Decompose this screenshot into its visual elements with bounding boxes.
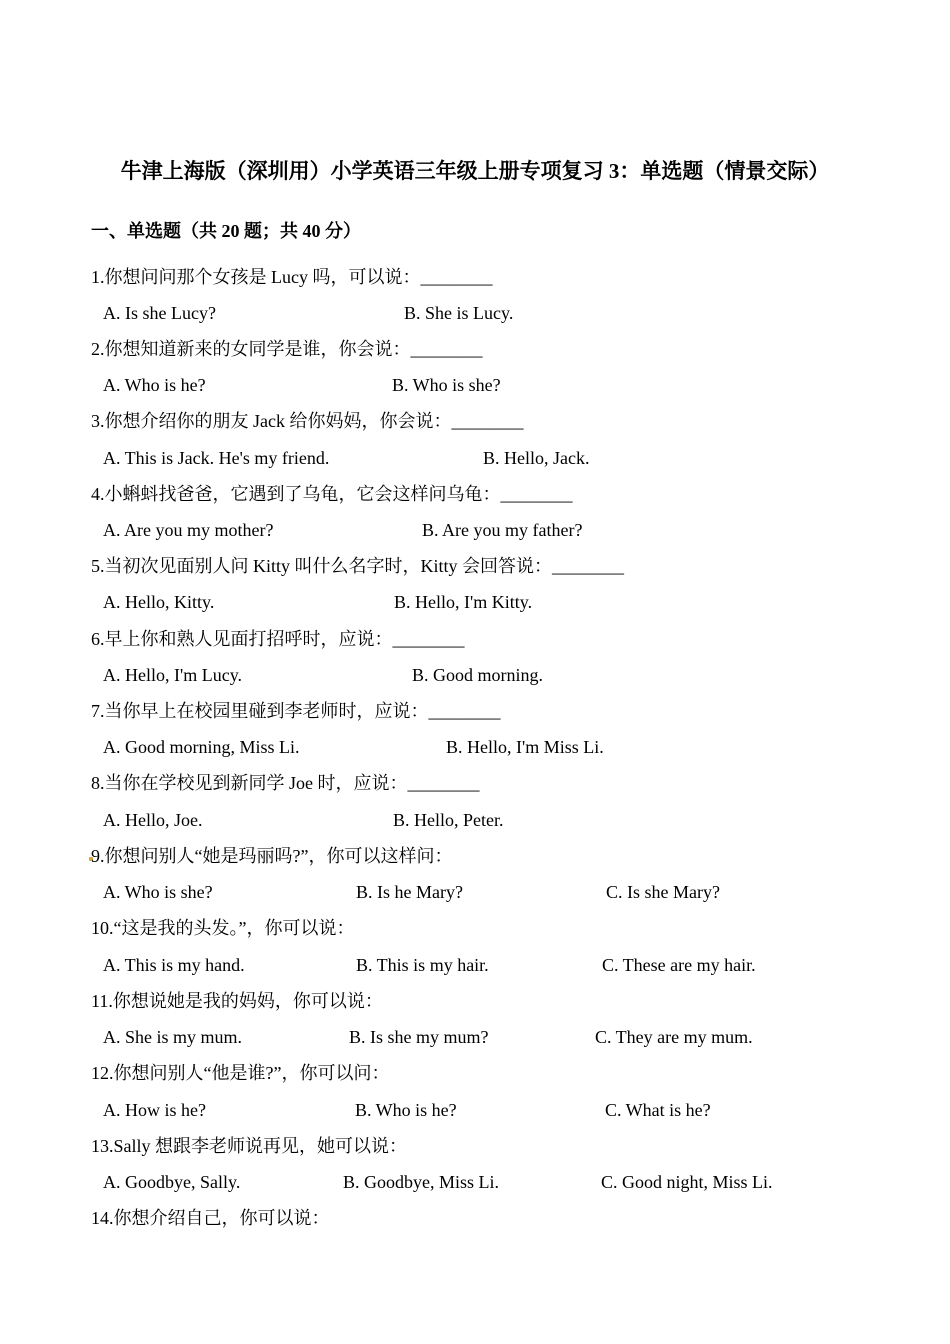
- option-b[interactable]: B. Who is she?: [392, 375, 501, 395]
- option-b[interactable]: B. She is Lucy.: [404, 303, 514, 323]
- option-a[interactable]: A. Hello, Kitty.: [103, 592, 215, 612]
- option-c[interactable]: C. Is she Mary?: [606, 882, 720, 902]
- question-stem: 6.早上你和熟人见面打招呼时，应说：________: [91, 629, 465, 649]
- question-stem: 9.你想问别人“她是玛丽吗?”，你可以这样问：: [91, 846, 453, 866]
- option-a[interactable]: A. Is she Lucy?: [103, 303, 216, 323]
- question-stem: 2.你想知道新来的女同学是谁，你会说：________: [91, 339, 483, 359]
- option-c[interactable]: C. These are my hair.: [602, 955, 756, 975]
- option-b[interactable]: B. Good morning.: [412, 665, 544, 685]
- question-stem: 12.你想问别人“他是谁?”，你可以问：: [91, 1063, 390, 1083]
- question-stem: 1.你想问问那个女孩是 Lucy 吗，可以说：________: [91, 267, 493, 287]
- option-a[interactable]: A. Goodbye, Sally.: [103, 1172, 241, 1192]
- option-c[interactable]: C. Good night, Miss Li.: [601, 1172, 773, 1192]
- option-a[interactable]: A. How is he?: [103, 1100, 206, 1120]
- option-b[interactable]: B. Hello, Peter.: [393, 810, 504, 830]
- option-a[interactable]: A. This is my hand.: [103, 955, 245, 975]
- section-heading: 一、单选题（共 20 题；共 40 分）: [91, 221, 361, 241]
- question-stem: 3.你想介绍你的朋友 Jack 给你妈妈，你会说：________: [91, 411, 524, 431]
- option-b[interactable]: B. Is he Mary?: [356, 882, 463, 902]
- option-b[interactable]: B. Who is he?: [355, 1100, 457, 1120]
- option-b[interactable]: B. This is my hair.: [356, 955, 489, 975]
- option-a[interactable]: A. She is my mum.: [103, 1027, 243, 1047]
- question-stem: 14.你想介绍自己，你可以说：: [91, 1208, 330, 1228]
- option-a[interactable]: A. Who is he?: [103, 375, 206, 395]
- option-a[interactable]: A. Hello, Joe.: [103, 810, 203, 830]
- option-c[interactable]: C. What is he?: [605, 1100, 711, 1120]
- option-b[interactable]: B. Hello, I'm Kitty.: [394, 592, 533, 612]
- option-a[interactable]: A. Hello, I'm Lucy.: [103, 665, 243, 685]
- question-stem: 13.Sally 想跟李老师说再见，她可以说：: [91, 1136, 408, 1156]
- option-b[interactable]: B. Is she my mum?: [349, 1027, 489, 1047]
- document-title: 牛津上海版（深圳用）小学英语三年级上册专项复习 3：单选题（情景交际）: [120, 159, 830, 183]
- question-stem: 7.当你早上在校园里碰到李老师时，应说：________: [91, 701, 501, 721]
- option-b[interactable]: B. Goodbye, Miss Li.: [343, 1172, 500, 1192]
- question-stem: 5.当初次见面别人问 Kitty 叫什么名字时，Kitty 会回答说：________: [91, 556, 625, 576]
- option-c[interactable]: C. They are my mum.: [595, 1027, 753, 1047]
- question-stem: 8.当你在学校见到新同学 Joe 时，应说：________: [91, 773, 480, 793]
- option-a[interactable]: A. Good morning, Miss Li.: [103, 737, 300, 757]
- question-stem: 10.“这是我的头发。”，你可以说：: [91, 918, 355, 938]
- option-a[interactable]: A. Who is she?: [103, 882, 213, 902]
- option-a[interactable]: A. This is Jack. He's my friend.: [103, 448, 330, 468]
- option-b[interactable]: B. Hello, I'm Miss Li.: [446, 737, 604, 757]
- question-stem: 11.你想说她是我的妈妈，你可以说：: [91, 991, 383, 1011]
- option-b[interactable]: B. Hello, Jack.: [483, 448, 590, 468]
- option-a[interactable]: A. Are you my mother?: [103, 520, 274, 540]
- question-stem: 4.小蝌蚪找爸爸，它遇到了乌龟，它会这样问乌龟：________: [91, 484, 573, 504]
- option-b[interactable]: B. Are you my father?: [422, 520, 583, 540]
